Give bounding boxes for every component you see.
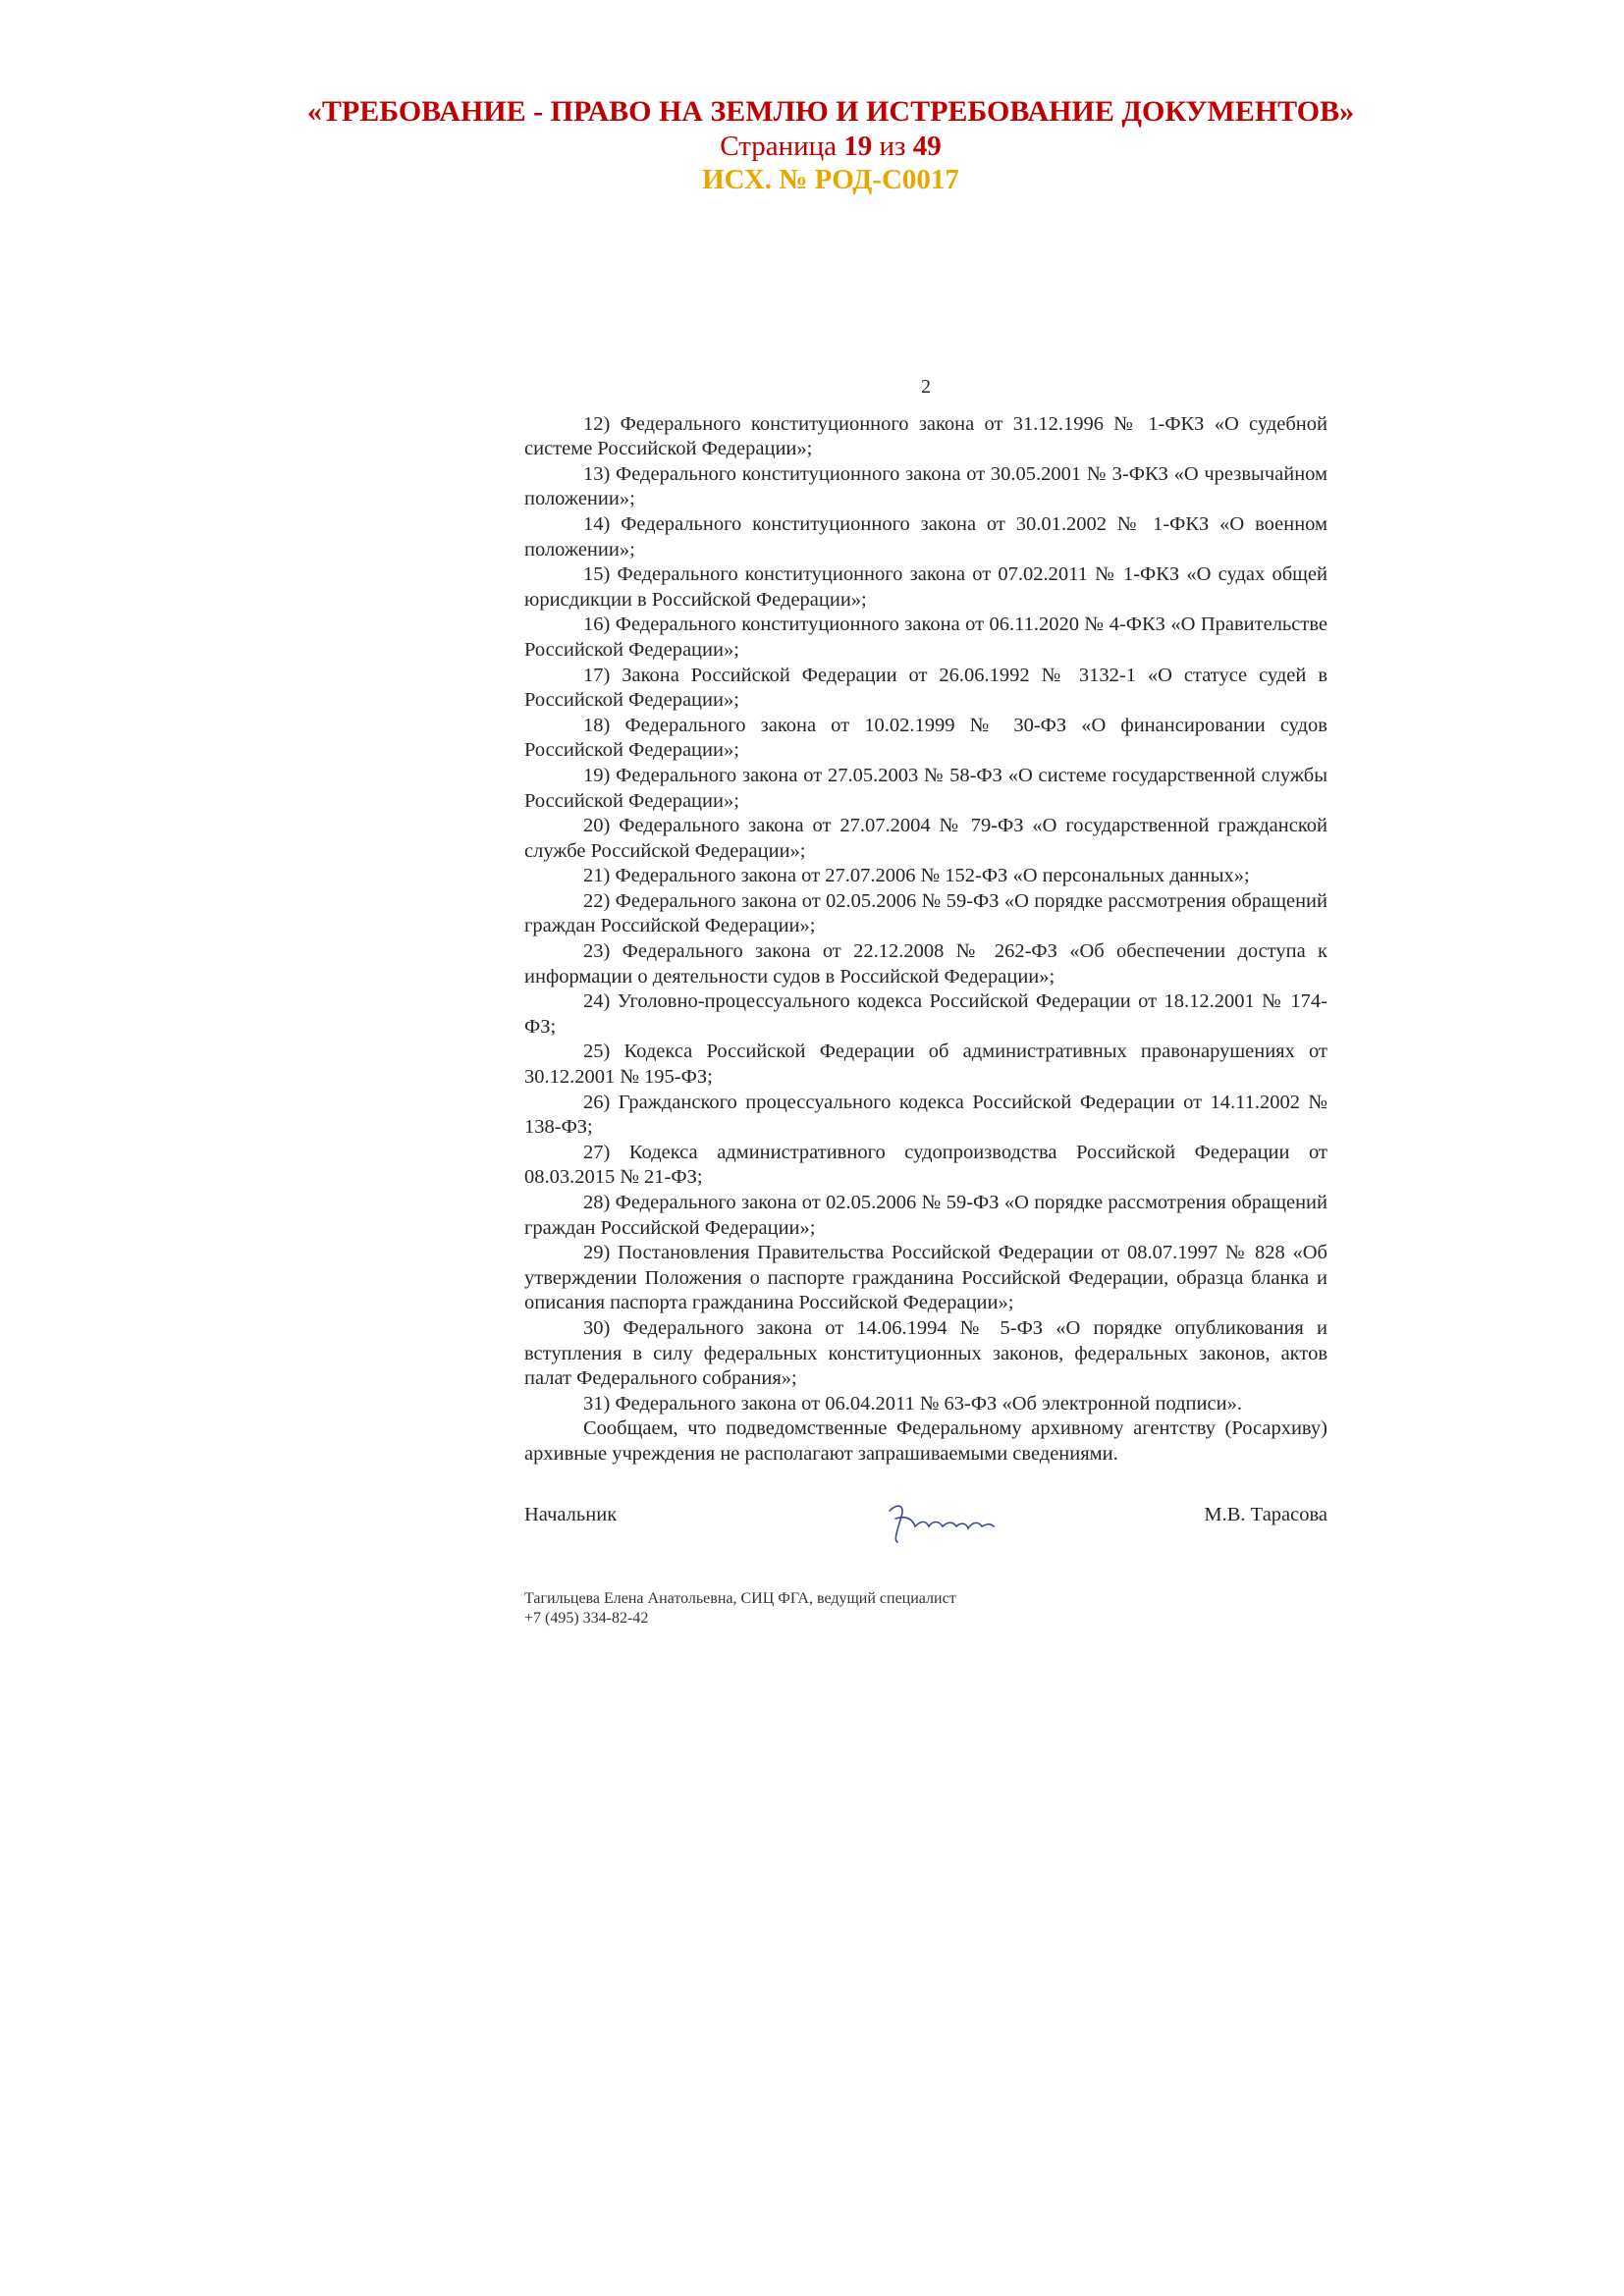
- list-item: 30) Федерального закона от 14.06.1994 № 5-ФЗ «О порядке опубликования и вступления в силу федеральных конституционных законов, федеральных законов, актов палат Федерального собрания»;: [524, 1316, 1327, 1390]
- signature-block: [524, 1497, 1327, 1560]
- executor-info: [524, 1589, 1327, 1629]
- signer-position: Начальник: [524, 1503, 618, 1525]
- list-item: 17) Закона Российской Федерации от 26.06.1992 № 3132-1 «О статусе судей в Российской Федерации»;: [524, 664, 1327, 712]
- executor-line: Тагильцева Елена Анатольевна, СИЦ ФГА, ведущий специалист: [524, 1589, 956, 1607]
- list-item: 18) Федерального закона от 10.02.1999 № 30-ФЗ «О финансировании судов Российской Федерации»;: [524, 714, 1327, 762]
- list-item: 28) Федерального закона от 02.05.2006 № 59-ФЗ «О порядке рассмотрения обращений граждан Российской Федерации»;: [524, 1192, 1327, 1239]
- list-item: 25) Кодекса Российской Федерации об административных правонарушениях от 30.12.2001 № 195-ФЗ;: [524, 1041, 1327, 1089]
- executor-phone: +7 (495) 334-82-42: [524, 1609, 649, 1627]
- page-prefix: Страница: [720, 131, 838, 162]
- list-item: 13) Федерального конституционного закона от 30.05.2001 № 3-ФКЗ «О чрезвычайном положении»;: [524, 462, 1327, 510]
- list-item: 22) Федерального закона от 02.05.2006 № 59-ФЗ «О порядке рассмотрения обращений граждан Российской Федерации»;: [524, 889, 1327, 937]
- list-item: 20) Федерального закона от 27.07.2004 № 79-ФЗ «О государственной гражданской службе Российской Федерации»;: [524, 815, 1327, 862]
- page-separator: из: [879, 131, 906, 162]
- list-item: 26) Гражданского процессуального кодекса Российской Федерации от 14.11.2002 № 138-ФЗ;: [524, 1091, 1327, 1139]
- list-item: 31) Федерального закона от 06.04.2011 № 63-ФЗ «Об электронной подписи».: [583, 1392, 1242, 1415]
- page-counter: [37, 130, 1624, 163]
- handwritten-signature: [884, 1497, 1001, 1552]
- list-item: 24) Уголовно-процессуального кодекса Российской Федерации от 18.12.2001 № 174-ФЗ;: [524, 990, 1327, 1038]
- list-item: 12) Федерального конституционного закона от 31.12.1996 № 1-ФКЗ «О судебной системе Российской Федерации»;: [524, 412, 1327, 460]
- closing-statement: Сообщаем, что подведомственные Федеральному архивному агентству (Росархиву) архивные учреждения не располагают запрашиваемыми сведениями.: [524, 1417, 1327, 1465]
- outgoing-reference: ИСХ. № РОД-С0017: [702, 164, 959, 195]
- list-item: 15) Федерального конституционного закона от 07.02.2011 № 1-ФКЗ «О судах общей юрисдикции в Российской Федерации»;: [524, 563, 1327, 611]
- page-current: 19: [843, 131, 873, 162]
- list-item: 27) Кодекса административного судопроизводства Российской Федерации от 08.03.2015 № 21-ФЗ;: [524, 1141, 1327, 1189]
- list-item: 21) Федерального закона от 27.07.2006 № 152-ФЗ «О персональных данных»;: [583, 865, 1250, 887]
- signer-name: М.В. Тарасова: [1204, 1503, 1327, 1525]
- document-title: «ТРЕБОВАНИЕ - ПРАВО НА ЗЕМЛЮ И ИСТРЕБОВАНИЕ ДОКУМЕНТОВ»: [306, 95, 1355, 128]
- scan-page-number: 2: [921, 376, 931, 398]
- list-item: 16) Федерального конституционного закона от 06.11.2020 № 4-ФКЗ «О Правительстве Российской Федерации»;: [524, 614, 1327, 661]
- list-item: 29) Постановления Правительства Российской Федерации от 08.07.1997 № 828 «Об утверждении Положения о паспорте гражданина Российской Федерации, образца бланка и описания паспорта гражданина Российской Федерации»;: [524, 1242, 1327, 1314]
- page-total: 49: [912, 131, 942, 162]
- scanned-letter-page: [524, 375, 1327, 1629]
- list-item: 14) Федерального конституционного закона от 30.01.2002 № 1-ФКЗ «О военном положении»;: [524, 512, 1327, 561]
- list-item: 23) Федерального закона от 22.12.2008 № 262-ФЗ «Об обеспечении доступа к информации о деятельности судов в Российской Федерации»;: [524, 940, 1327, 988]
- list-item: 19) Федерального закона от 27.05.2003 № 58-ФЗ «О системе государственной службы Российской Федерации»;: [524, 764, 1327, 812]
- document-header: [0, 94, 1624, 196]
